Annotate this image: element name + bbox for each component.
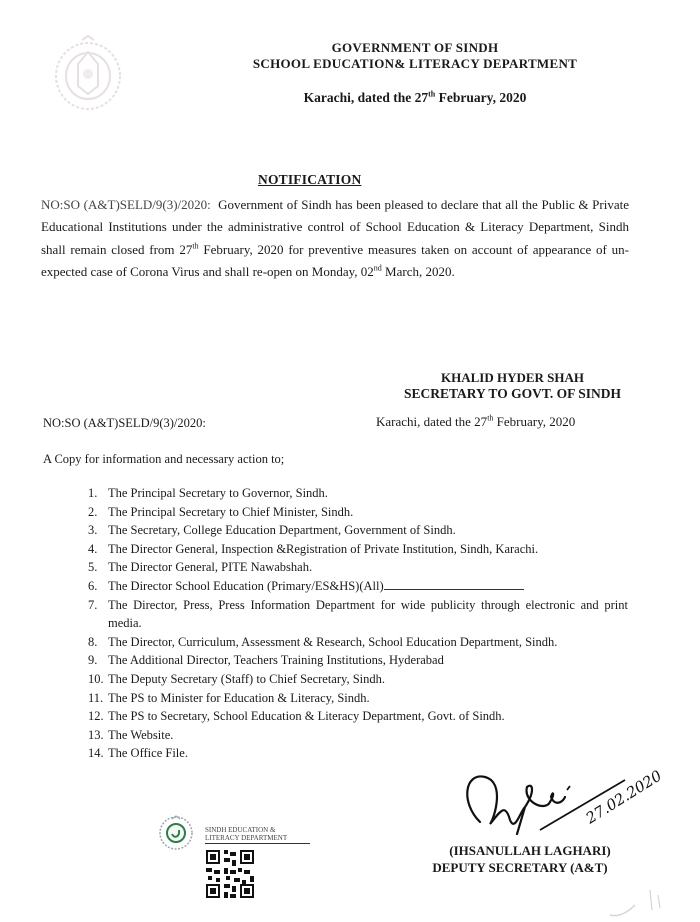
pen-mark-icon: [600, 880, 680, 920]
list-item-text: The Principal Secretary to Governor, Sindh.: [108, 486, 328, 500]
list-item-number: 4.: [88, 541, 98, 556]
list-item: [88, 521, 628, 540]
list-item-number: 8.: [88, 634, 98, 649]
notification-text-3: March, 2020.: [381, 264, 455, 280]
government-seal-icon: [52, 34, 124, 112]
list-item-number: 10.: [88, 671, 104, 686]
header-government: GOVERNMENT OF SINDH: [331, 40, 499, 55]
blank-line: [384, 578, 524, 590]
list-item-number: 9.: [88, 653, 98, 668]
list-item: [88, 670, 628, 689]
copy-date: [376, 414, 575, 430]
footer-dept-line2: LITERACY DEPARTMENT: [205, 834, 288, 842]
list-item-text: The Principal Secretary to Chief Minister, Sindh.: [108, 504, 354, 519]
list-item: [88, 651, 628, 670]
header-date-suffix: February, 2020: [435, 90, 527, 105]
sindh-education-logo-icon: [158, 815, 194, 851]
secretary-title: SECRETARY TO GOVT. OF SINDH: [404, 386, 621, 401]
notification-sup-1: th: [192, 241, 199, 251]
list-item-text: The Director, Press, Press Information Department for wide publicity through electronic and print media.: [108, 597, 628, 631]
list-item-number: 11.: [88, 690, 104, 705]
list-item-text: The Deputy Secretary (Staff) to Chief Secretary, Sindh.: [108, 671, 385, 686]
list-item-text: The PS to Secretary, School Education & Literacy Department, Govt. of Sindh.: [108, 709, 505, 724]
list-item: [88, 689, 628, 708]
list-item: [88, 726, 628, 745]
qr-code-icon: [204, 848, 256, 900]
list-item-text: The PS to Minister for Education & Literacy, Sindh.: [108, 690, 370, 705]
list-item-text-wrap: [108, 577, 628, 596]
list-item-text: The Director General, Inspection &Registration of Private Institution, Sindh, Karachi.: [108, 541, 539, 556]
list-item-number: 7.: [88, 597, 98, 612]
list-item: [88, 540, 628, 559]
header-date-sup: th: [428, 89, 436, 99]
notification-title: NOTIFICATION: [258, 172, 362, 187]
list-item: [88, 558, 628, 577]
list-item-number: 3.: [88, 523, 98, 538]
deputy-secretary-name: (IHSANULLAH LAGHARI): [449, 843, 611, 858]
list-item-number: 13.: [88, 727, 104, 742]
copy-ref-number: NO:SO (A&T)SELD/9(3)/2020:: [43, 416, 206, 430]
copy-date-sup: th: [487, 413, 494, 423]
copy-intro: A Copy for information and necessary action to;: [43, 452, 285, 466]
list-item-number: 5.: [88, 560, 98, 575]
list-item-number: 6.: [88, 578, 98, 593]
list-item-number: 12.: [88, 709, 104, 724]
notification-text-1: Government of Sindh has been pleased to declare that all the Public & Private Educational Institutions under the administrative control of School Education & Literacy Department, Sindh shall remain closed from 27: [41, 197, 629, 257]
notification-sup-2: nd: [373, 263, 382, 273]
list-item: [88, 744, 628, 763]
header-date: [200, 90, 630, 106]
list-item: [88, 707, 628, 726]
list-item: [88, 484, 628, 503]
list-item-text: The Website.: [108, 727, 174, 742]
list-item-text: The Office File.: [108, 746, 188, 761]
list-item-number: 1.: [88, 486, 98, 500]
list-item-number: 2.: [88, 504, 98, 519]
list-item-text: The Secretary, College Education Department, Government of Sindh.: [108, 523, 456, 538]
list-item-text: The Director General, PITE Nawabshah.: [108, 560, 313, 575]
list-item-text: The Additional Director, Teachers Training Institutions, Hyderabad: [108, 653, 444, 668]
signature-date: 27.02.2020: [582, 766, 665, 828]
list-item: [88, 596, 628, 633]
list-item-text: The Director, Curriculum, Assessment & Research, School Education Department, Sindh.: [108, 634, 558, 649]
header-date-prefix: Karachi, dated the 27: [303, 90, 429, 105]
footer-dept-line1: SINDH EDUCATION &: [205, 826, 276, 834]
distribution-list: [88, 484, 628, 763]
footer-department-label: [205, 826, 310, 844]
signature-icon: [455, 762, 685, 842]
notification-body: [41, 194, 629, 284]
list-item: [88, 577, 628, 596]
copy-date-suffix: February, 2020: [493, 414, 576, 429]
secretary-name: KHALID HYDER SHAH: [440, 370, 585, 385]
header-department: SCHOOL EDUCATION& LITERACY DEPARTMENT: [252, 56, 578, 71]
list-item-number: 14.: [88, 746, 104, 761]
deputy-secretary-title: DEPUTY SECRETARY (A&T): [432, 860, 608, 875]
list-item: [88, 633, 628, 652]
notification-ref: NO:SO (A&T)SELD/9(3)/2020:: [41, 197, 211, 212]
notification-text-2: February, 2020 for preventive measures taken on account of appearance of un-expected case of Corona Virus and shall re-open on Monday, 02: [41, 241, 629, 280]
list-item-text: The Director School Education (Primary/ES&HS)(All): [108, 578, 384, 593]
copy-date-prefix: Karachi, dated the 27: [376, 414, 488, 429]
list-item: [88, 503, 628, 522]
